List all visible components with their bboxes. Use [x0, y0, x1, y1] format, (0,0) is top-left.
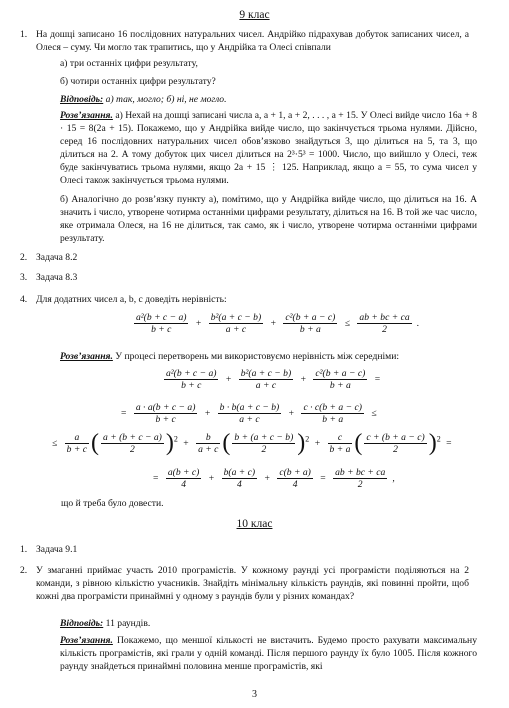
- problem-4-statement: [20, 293, 469, 306]
- problem-number: 1.: [20, 29, 28, 40]
- question-b: б) чотири останніх цифри результату?: [60, 76, 216, 87]
- solution-label: Розв’язання.: [60, 110, 113, 121]
- problem-3: [20, 271, 469, 284]
- solution-label: Розв’язання.: [60, 635, 113, 646]
- fraction: $\frac{\text{b²(a + c − b)}}{a + c}$: [210, 312, 262, 335]
- solution-4: [60, 350, 477, 363]
- answer-label: Відповідь:: [60, 618, 104, 629]
- problem-number: 2.: [20, 252, 28, 263]
- problem-number: 3.: [20, 272, 28, 283]
- grade10-problem-1: [20, 543, 469, 556]
- problem-text: У змаганні приймає участь 2010 програмістів. У кожному раунді усі програмісти поділяються на 2 команди, з рівною кількістю учасників. Знайдіть мінімальну кількість раундів, які повинні пройти, щоб кожні два програмісти принаймні у одному з раундів були у різних командах?: [36, 565, 469, 602]
- problem-number: 2.: [20, 565, 28, 576]
- inequality-display: $\frac{\text{a²(b + c − a)}}{b + c}$ + $\frac{\text{b²(a + c − b)}}{a + c}$ + $\frac{\text{c²(b + a − c)}}{b + a}$ ≤ $\frac{ab + bc + ca}{2}$ .: [136, 312, 420, 335]
- solution-label: Розв’язання.: [60, 351, 113, 362]
- solution-text: Покажемо, що меншої кількості не вистачить. Будемо просто рахувати максимальну кількість програмістів, які грали у одній команді. Після першого раунду їх було 1005. Після кожного раунду знайдеться принаймні половина менше програмістів, які: [60, 635, 477, 672]
- fraction: $\frac{ab + bc + ca}{2}$: [359, 312, 410, 335]
- problem-text: Задача 9.1: [36, 544, 78, 555]
- derivation-line-1: $\frac{\text{a²(b + c − a)}}{b + c}$ + $\frac{\text{b²(a + c − b)}}{a + c}$ + $\frac{\text{c²(b + a − c)}}{b + a}$ =: [166, 368, 381, 391]
- answer-text: а) так, могло; б) ні, не могло.: [105, 94, 227, 105]
- problem-2: [20, 251, 469, 264]
- answer-block: [60, 93, 227, 106]
- problem-text: Задача 8.3: [36, 272, 78, 283]
- solution-10-2: [60, 634, 477, 673]
- problem-number: 4.: [20, 294, 28, 305]
- fraction: $\frac{\text{a²(b + c − a)}}{b + c}$: [136, 312, 187, 335]
- grade-9-heading: 9 клас: [239, 9, 270, 21]
- question-a: а) три останніх цифри результату,: [60, 58, 198, 69]
- solution-text-a: а) Нехай на дошці записані числа a, a + 1, a + 2, . . . , a + 15. У Олесі вийде число 16a + 8 · 15 = 8(2a + 15). Покажемо, що у Андрійка вийде число, що закінчується трьома нулями. Дійсно, серед 16 послідовних натуральних чисел обов’язково знайдуться 3, що ділиться на 5, та 3, що ділиться на 2. А тому добуток цих чисел ділиться на 2³·5³ = 1000. Число, що вийшло у Олесі, теж буде закінчуватись трьома нулями, якщо 2a + 15 ⋮ 125. Наприклад, якщо a = 55, то сума чисел у Олесі також закінчується трьома нулями.: [60, 110, 477, 186]
- grade10-problem-2-statement: [20, 564, 469, 603]
- derivation-line-4: = $\frac{a(b + c)}{4}$ + $\frac{b(a + c)}{4}$ + $\frac{c(b + a)}{4}$ = $\frac{ab + bc + ca}{2}$ ,: [153, 467, 395, 490]
- solution-part-b: б) Аналогічно до розв’язку пункту а), помітимо, що у Андрійка вийде число, що ділиться на 16. А значить і число, утворене чотирма останніми цифрами результату, ділиться на 16. В той же час число, яке отримала Олеся, на 16 не ділиться, так само, як і число, утворене чотирма останніми цифрами результату.: [60, 194, 477, 244]
- grade-10-heading: 10 клас: [236, 518, 273, 530]
- answer-label: Відповідь:: [60, 94, 104, 105]
- page-number: 3: [252, 689, 257, 700]
- answer-text: 11 раундів.: [105, 618, 151, 629]
- answer-block-10: [60, 617, 150, 630]
- solution-part-a: [60, 109, 477, 187]
- derivation-line-2: = $\frac{a \cdot a(b + c - a)}{b + c}$ + $\frac{b \cdot b(a + c - b)}{a + c}$ + $\frac{c \cdot c(b + a - c)}{b + a}$ ≤: [121, 402, 377, 425]
- problem-1-statement: [20, 28, 469, 54]
- derivation-line-3: ≤ $\frac{a}{b + c}$ ( $\frac{a + (b + c - a)}{2}$ )$^2$ + $\frac{b}{a + c}$ ( $\frac{b + (a + c - b)}{2}$ )$^2$ + $\frac{c}{b + a}$ ( $\frac{c + (b + a - c)}{2}$ )$^2$ =: [52, 430, 452, 456]
- solution-text: У процесі перетворень ми використовуємо нерівність між середніми:: [115, 351, 399, 362]
- problem-text: Задача 8.2: [36, 252, 78, 263]
- problem-text: Для додатних чисел a, b, c доведіть нерівність:: [36, 294, 227, 305]
- problem-number: 1.: [20, 544, 28, 555]
- conclusion: що й треба було довести.: [61, 498, 164, 509]
- fraction: $\frac{\text{c²(b + a − c)}}{b + a}$: [285, 312, 336, 335]
- problem-text: На дошці записано 16 послідовних натуральних чисел. Андрійко підрахував добуток записаних чисел, а Олеся – суму. Чи могло так трапитись, що у Андрійка та Олесі співпали: [36, 29, 469, 53]
